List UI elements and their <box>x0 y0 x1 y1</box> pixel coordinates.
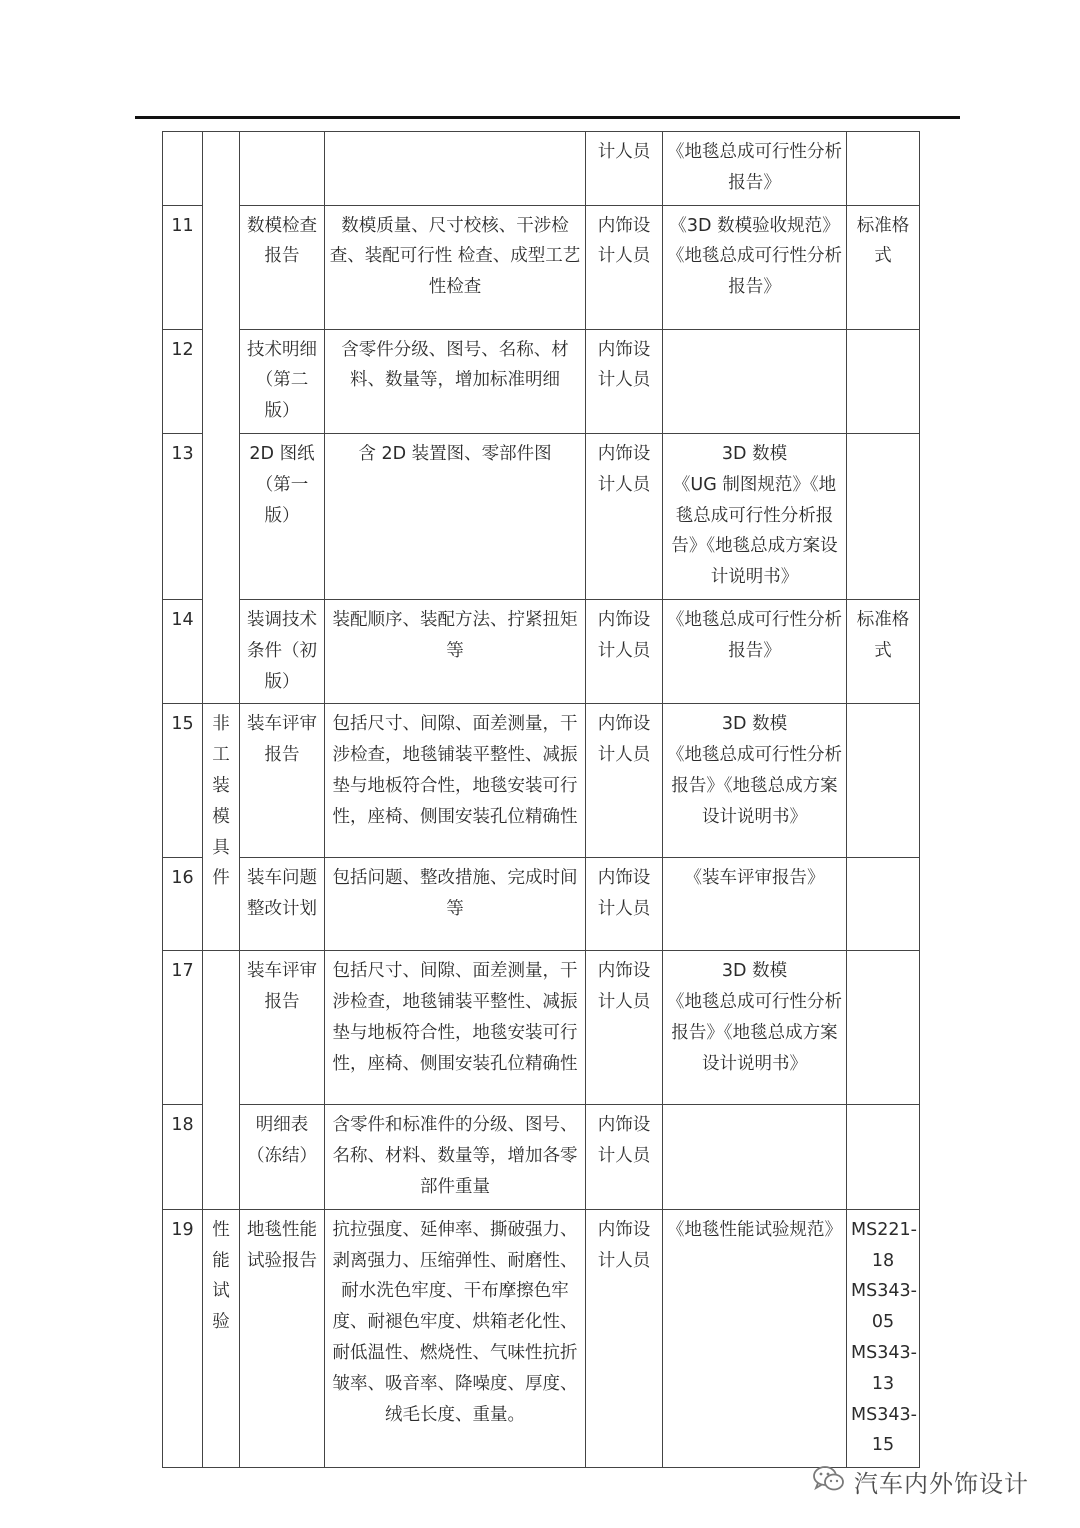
reference-doc: 《地毯总成可行性分析报告》 <box>667 246 842 298</box>
deliverable-content: 抗拉强度、延伸率、撕破强力、剥离强力、压缩弹性、耐磨性、耐水洗色牢度、干布摩擦色牢度、耐褪色牢度、烘箱老化性、耐低温性、燃烧性、气味性抗折皱率、吸音率、降噪度、厚度、绒毛长度、重量。 <box>325 1209 586 1467</box>
row-number: 17 <box>163 951 203 1105</box>
row-number <box>163 132 203 206</box>
responsible-owner: 内饰设计人员 <box>586 433 663 599</box>
responsible-owner: 内饰设计人员 <box>586 858 663 951</box>
deliverable-name <box>240 132 325 206</box>
row-number: 18 <box>163 1105 203 1209</box>
table-row <box>163 205 920 329</box>
row-number: 15 <box>163 704 203 858</box>
reference-doc: 3D 数模 <box>721 961 788 982</box>
row-number: 14 <box>163 599 203 703</box>
table-row <box>163 858 920 951</box>
reference-docs <box>663 205 847 329</box>
remark <box>847 704 920 858</box>
deliverable-name: 装车问题整改计划 <box>240 858 325 951</box>
remark: MS221-18 MS343-05 MS343-13 MS343-15 <box>847 1209 920 1467</box>
deliverable-name: 装车评审报告 <box>240 951 325 1105</box>
deliverable-content: 包括问题、整改措施、完成时间等 <box>325 858 586 951</box>
responsible-owner: 内饰设计人员 <box>586 1105 663 1209</box>
reference-docs <box>663 132 847 206</box>
remark <box>847 1105 920 1209</box>
deliverable-content: 数模质量、尺寸校核、干涉检查、装配可行性 检查、成型工艺性检查 <box>325 205 586 329</box>
reference-docs <box>663 433 847 599</box>
deliverable-content: 含 2D 装置图、零部件图 <box>325 433 586 599</box>
table-row <box>163 1105 920 1209</box>
deliverable-content: 包括尺寸、间隙、面差测量，干涉检查，地毯铺装平整性、减振垫与地板符合性，地毯安装可行性，座椅、侧围安装孔位精确性 <box>325 951 586 1105</box>
reference-docs <box>663 1105 847 1209</box>
reference-doc: 《地毯总成可行性分析报告》 <box>667 609 842 661</box>
deliverable-name: 装调技术条件（初版） <box>240 599 325 703</box>
reference-docs <box>663 951 847 1105</box>
responsible-owner: 内饰设计人员 <box>586 329 663 433</box>
reference-docs <box>663 329 847 433</box>
remark <box>847 433 920 599</box>
reference-doc: 《UG 制图规范》《地毯总成可行性分析报告》《地毯总成方案设计说明书》 <box>671 474 838 588</box>
reference-doc: 《地毯总成可行性分析报告》《地毯总成方案设计说明书》 <box>667 745 842 827</box>
responsible-owner: 内饰设计人员 <box>586 1209 663 1467</box>
reference-docs <box>663 704 847 858</box>
reference-doc: 3D 数模 <box>721 443 788 464</box>
remark: 标准格式 <box>847 599 920 703</box>
category-cell-blank <box>203 951 240 1209</box>
remark <box>847 329 920 433</box>
deliverable-content <box>325 132 586 206</box>
table-row <box>163 951 920 1105</box>
deliverable-name: 装车评审报告 <box>240 704 325 858</box>
deliverable-name: 技术明细（第二版） <box>240 329 325 433</box>
remark: 标准格式 <box>847 205 920 329</box>
row-number: 11 <box>163 205 203 329</box>
responsible-owner: 内饰设计人员 <box>586 951 663 1105</box>
category-cell <box>203 1209 240 1467</box>
deliverable-name: 2D 图纸（第一版） <box>240 433 325 599</box>
deliverable-name: 数模检查报告 <box>240 205 325 329</box>
table-row <box>163 329 920 433</box>
row-number: 12 <box>163 329 203 433</box>
reference-docs <box>663 599 847 703</box>
deliverable-name: 地毯性能试验报告 <box>240 1209 325 1467</box>
deliverable-content: 包括尺寸、间隙、面差测量，干涉检查，地毯铺装平整性、减振垫与地板符合性，地毯安装可行性，座椅、侧围安装孔位精确性 <box>325 704 586 858</box>
reference-docs <box>663 858 847 951</box>
header-rule <box>135 116 960 119</box>
table-row <box>163 433 920 599</box>
category-cell <box>203 704 240 951</box>
category-label: 非工装模具件 <box>212 714 230 889</box>
table-row <box>163 132 920 206</box>
responsible-owner: 内饰设计人员 <box>586 704 663 858</box>
deliverable-content: 装配顺序、装配方法、拧紧扭矩等 <box>325 599 586 703</box>
remark <box>847 132 920 206</box>
reference-doc: 《地毯性能试验规范》 <box>667 1219 842 1240</box>
deliverable-content: 含零件分级、图号、名称、材料、数量等，增加标准明细 <box>325 329 586 433</box>
remark <box>847 858 920 951</box>
remark <box>847 951 920 1105</box>
responsible-owner: 计人员 <box>586 132 663 206</box>
deliverable-content: 含零件和标准件的分级、图号、名称、材料、数量等，增加各零部件重量 <box>325 1105 586 1209</box>
table-row <box>163 704 920 858</box>
responsible-owner: 内饰设计人员 <box>586 205 663 329</box>
footer-brand: 汽车内外饰设计 <box>854 1469 1029 1498</box>
category-label: 性能试验 <box>212 1219 230 1333</box>
responsible-owner: 内饰设计人员 <box>586 599 663 703</box>
reference-docs <box>663 1209 847 1467</box>
row-number: 13 <box>163 433 203 599</box>
reference-doc: 《3D 数模验收规范》 <box>669 215 840 236</box>
reference-doc: 《地毯总成可行性分析报告》 <box>667 142 842 193</box>
footer-watermark <box>812 1459 1029 1503</box>
reference-doc: 3D 数模 <box>721 714 788 735</box>
table-row <box>163 599 920 703</box>
row-number: 16 <box>163 858 203 951</box>
wechat-icon <box>812 1464 846 1498</box>
row-number: 19 <box>163 1209 203 1467</box>
category-cell-blank <box>203 132 240 704</box>
table-row <box>163 1209 920 1467</box>
reference-doc: 《地毯总成可行性分析报告》《地毯总成方案设计说明书》 <box>667 992 842 1074</box>
deliverables-table <box>162 131 920 1468</box>
reference-doc: 《装车评审报告》 <box>684 868 825 889</box>
deliverable-name: 明细表（冻结） <box>240 1105 325 1209</box>
